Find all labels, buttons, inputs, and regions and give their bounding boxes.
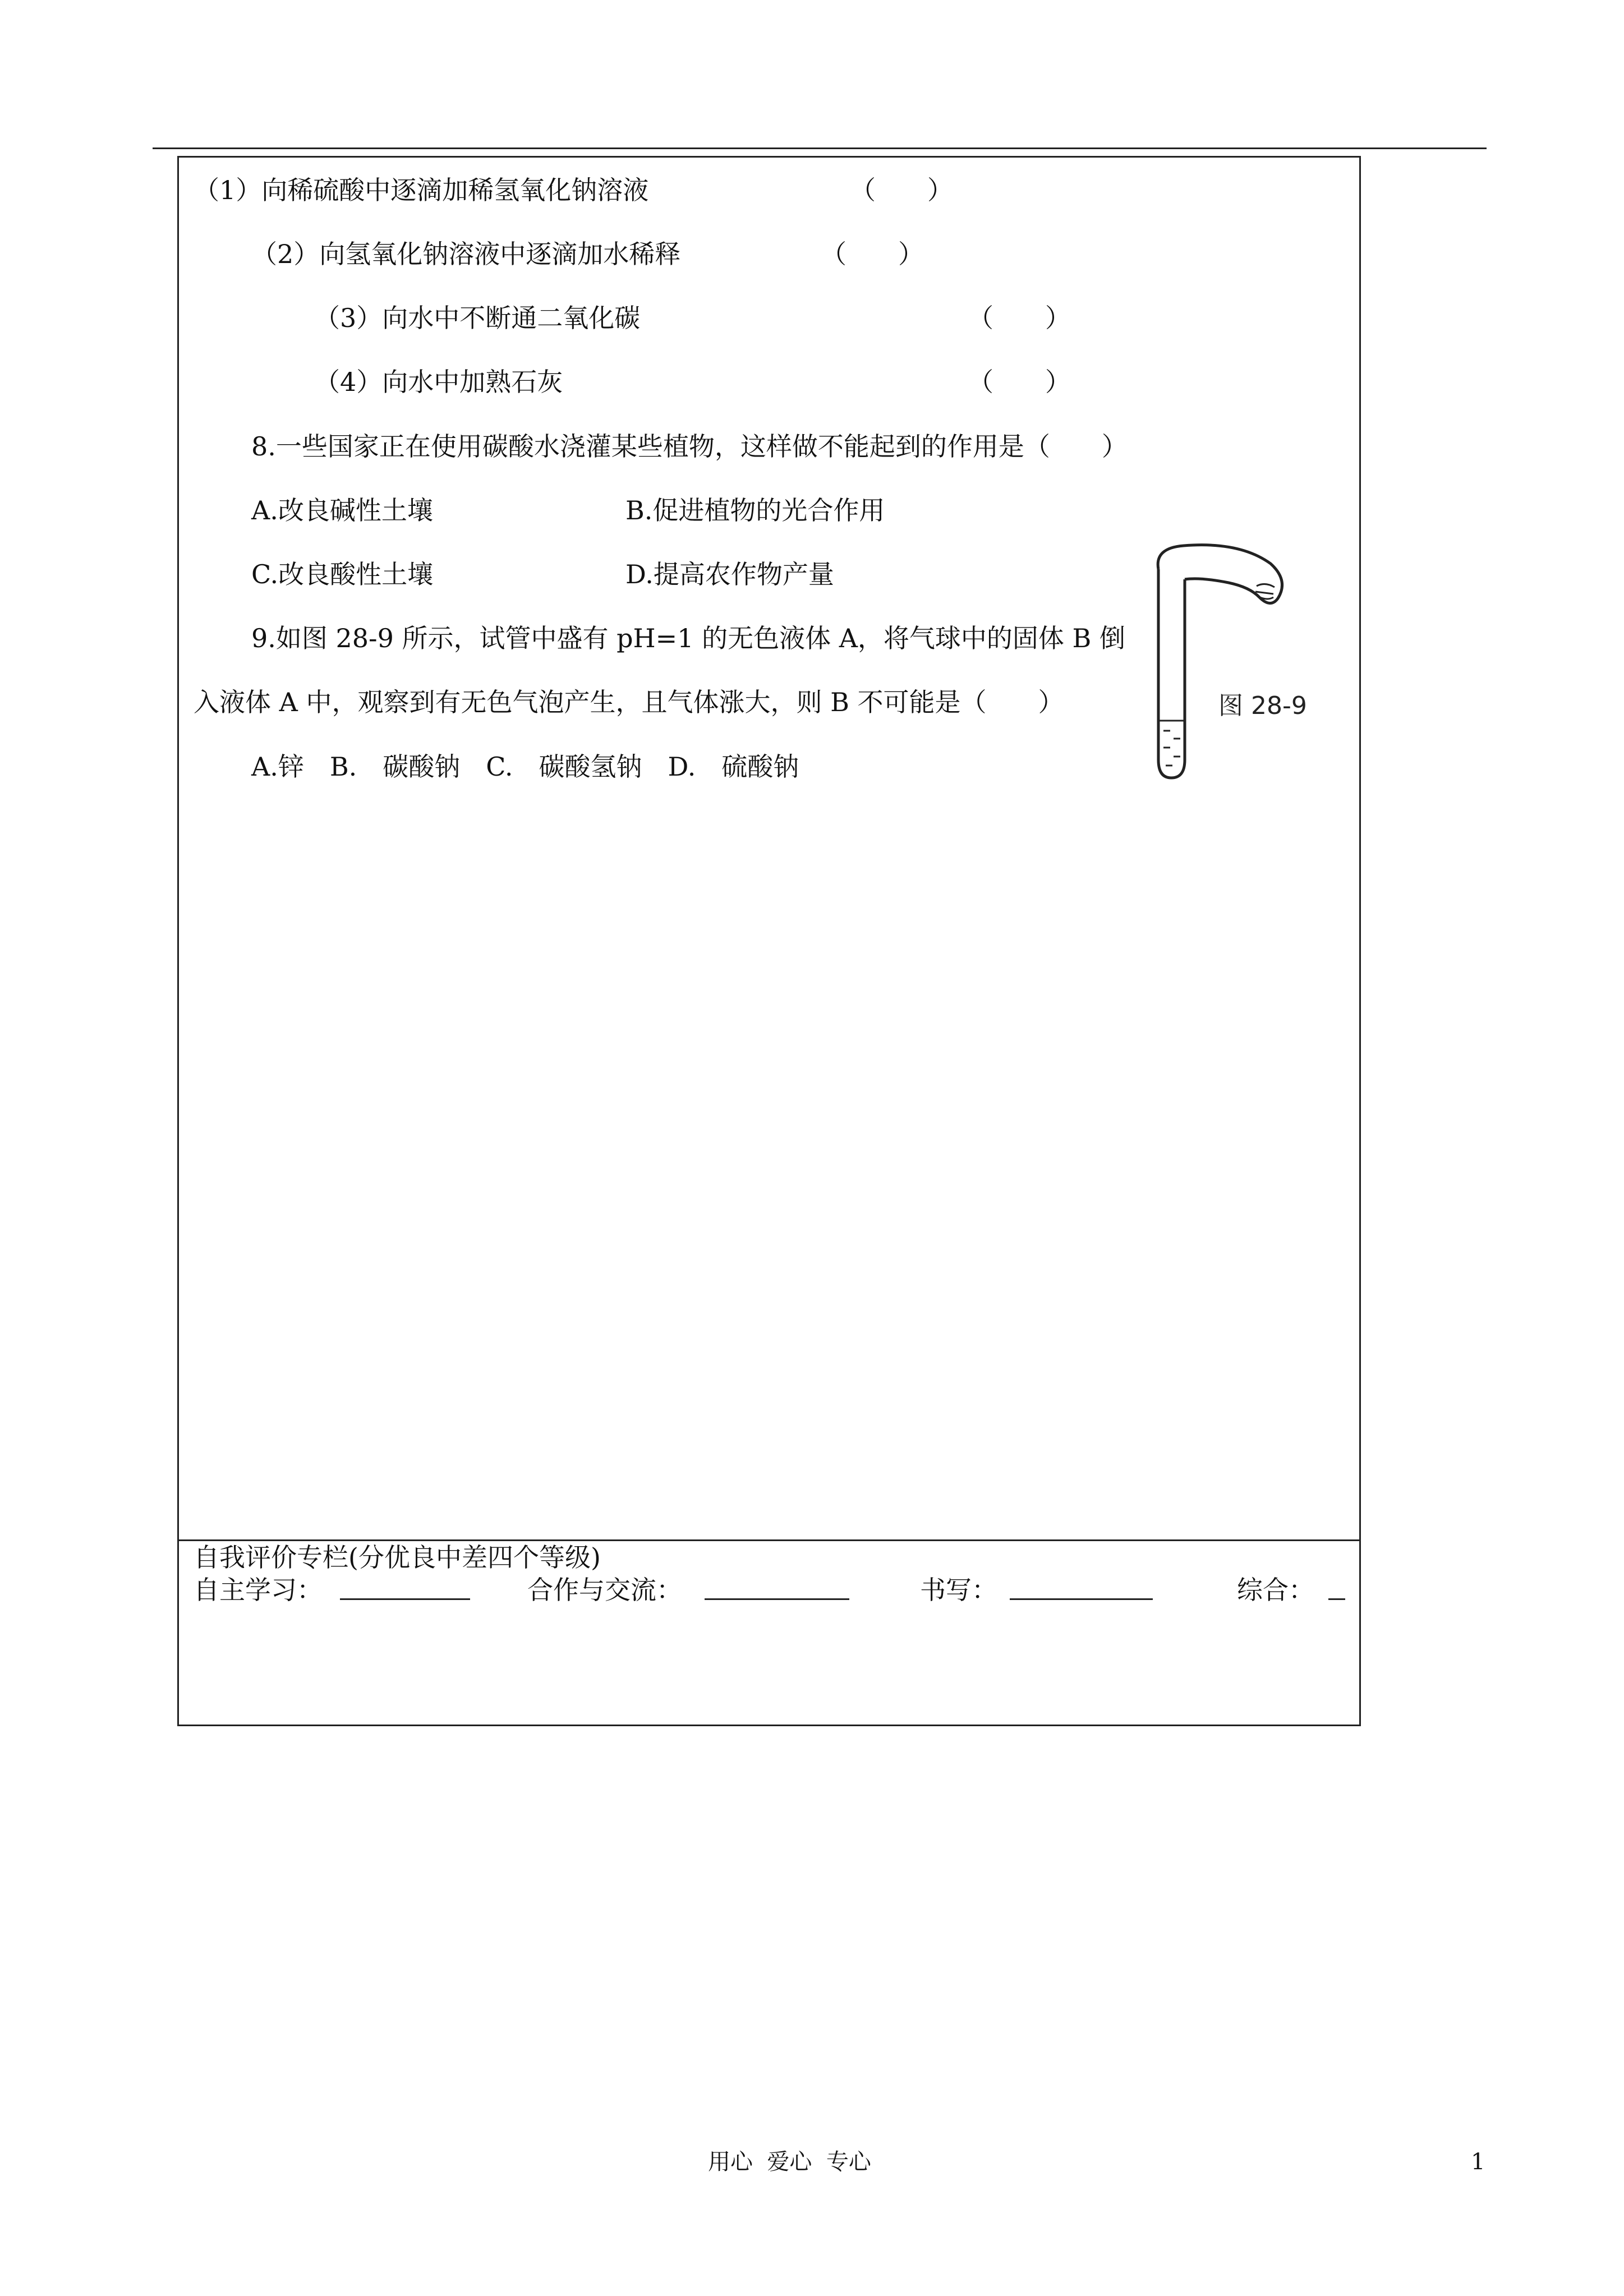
overall-blank[interactable] — [1328, 1576, 1345, 1600]
overall-label: 综合： — [1237, 1575, 1314, 1605]
question-9-stem-line2: 入液体 A 中，观察到有无色气泡产生，且气体涨大，则 B 不可能是（ ） — [194, 687, 1064, 717]
evaluation-title: 自我评价专栏(分优良中差四个等级) — [194, 1542, 601, 1573]
question-9-options: A.锌 B. 碳酸钠 C. 碳酸氢钠 D. 硫酸钠 — [251, 751, 799, 782]
writing-blank[interactable] — [1010, 1576, 1153, 1600]
sub-question-2: （2）向氢氧化钠溶液中逐滴加水稀释 — [251, 239, 681, 269]
sub-question-4: （4）向水中加熟石灰 — [314, 367, 563, 397]
question-8-option-a: A.改良碱性土壤 — [251, 495, 433, 525]
question-8-option-b: B.促进植物的光合作用 — [625, 495, 885, 525]
self-study-blank[interactable] — [340, 1576, 470, 1600]
answer-paren-1: （ ） — [850, 175, 953, 205]
figure-label: 图 28-9 — [1218, 691, 1307, 720]
test-tube-with-balloon-icon — [1158, 545, 1282, 778]
question-8-option-d: D.提高农作物产量 — [625, 559, 834, 589]
answer-paren-2: （ ） — [821, 239, 924, 269]
header-rule — [153, 147, 1487, 149]
answer-paren-3: （ ） — [968, 303, 1071, 333]
question-8-option-c: C.改良酸性土壤 — [251, 559, 434, 589]
figure-28-9 — [1144, 536, 1335, 788]
footer-motto: 用心 爱心 专心 — [708, 2149, 871, 2175]
question-9-stem-line1: 9.如图 28-9 所示，试管中盛有 pH=1 的无色液体 A，将气球中的固体 B 倒 — [251, 623, 1125, 653]
answer-paren-4: （ ） — [968, 367, 1071, 397]
question-8-stem: 8.一些国家正在使用碳酸水浇灌某些植物，这样做不能起到的作用是（ ） — [251, 431, 1128, 462]
sub-question-1: （1）向稀硫酸中逐滴加稀氢氧化钠溶液 — [194, 175, 649, 205]
cooperation-blank[interactable] — [705, 1576, 849, 1600]
sub-question-3: （3）向水中不断通二氧化碳 — [314, 303, 641, 333]
self-study-label: 自主学习： — [194, 1575, 323, 1605]
cooperation-label: 合作与交流： — [527, 1575, 682, 1605]
writing-label: 书写： — [920, 1575, 997, 1605]
page-number: 1 — [1471, 2149, 1485, 2175]
